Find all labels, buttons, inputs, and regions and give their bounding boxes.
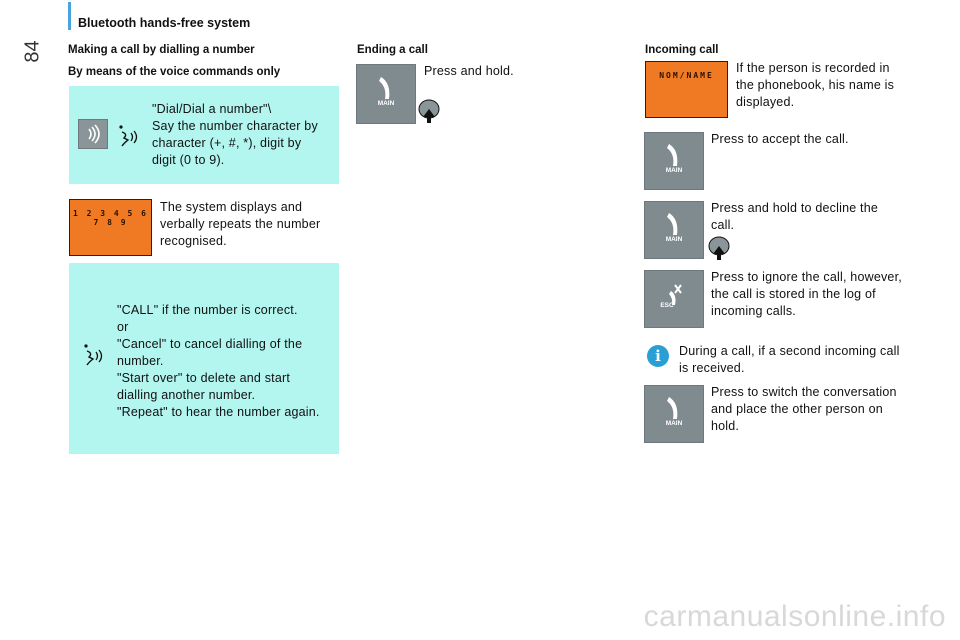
- caller-display-line: displayed.: [736, 95, 795, 109]
- esc-button-ignore[interactable]: [644, 270, 704, 328]
- ignore-instruction-line: Press to ignore the call, however,: [711, 270, 902, 284]
- box1-line: Say the number character by: [152, 119, 318, 133]
- press-and-hold-icon: [707, 236, 731, 262]
- esc-button-label: ESC: [660, 302, 674, 309]
- caller-display-line: the phonebook, his name is: [736, 78, 895, 92]
- main-button-switch[interactable]: [644, 385, 704, 443]
- ignore-instruction-line: the call is stored in the log of: [711, 287, 876, 301]
- box2-line: "Start over" to delete and start: [117, 371, 291, 385]
- display-digits: 1 2 3 4 5 6 7 8 9: [73, 209, 148, 227]
- decline-instruction-line: Press and hold to decline the: [711, 201, 879, 215]
- decline-instruction-line: call.: [711, 218, 735, 232]
- box2-line: number.: [117, 354, 164, 368]
- switch-instruction-line: and place the other person on: [711, 402, 883, 416]
- main-button-label: MAIN: [665, 236, 683, 243]
- section-heading-ending-call: Ending a call: [357, 44, 428, 56]
- main-button-label: MAIN: [665, 167, 683, 174]
- info-icon: i: [647, 345, 669, 367]
- end-call-instruction: Press and hold.: [424, 64, 514, 78]
- display-description-line: recognised.: [160, 234, 227, 248]
- box2-line: or: [117, 320, 129, 334]
- display-caller-name: NOM/NAME: [659, 71, 714, 80]
- box1-line: "Dial/Dial a number"\: [152, 102, 272, 116]
- box1-line: character (+, #, *), digit by: [152, 136, 302, 150]
- ignore-instruction-line: incoming calls.: [711, 304, 796, 318]
- display-description-line: verbally repeats the number: [160, 217, 321, 231]
- watermark: carmanualsonline.info: [643, 600, 946, 633]
- info-note-line: is received.: [679, 361, 745, 375]
- box2-line: "CALL" if the number is correct.: [117, 303, 298, 317]
- number-display-screen: [69, 199, 152, 256]
- accept-instruction: Press to accept the call.: [711, 132, 849, 146]
- speaking-head-icon: [118, 122, 142, 150]
- main-button-decline[interactable]: [644, 201, 704, 259]
- main-button-accept[interactable]: [644, 132, 704, 190]
- box2-line: "Cancel" to cancel dialling of the: [117, 337, 303, 351]
- main-button-label: MAIN: [665, 420, 683, 427]
- caller-name-display: [645, 61, 728, 118]
- main-button-label: MAIN: [377, 100, 395, 107]
- subheading-voice-commands: By means of the voice commands only: [68, 66, 281, 78]
- box2-line: "Repeat" to hear the number again.: [117, 405, 320, 419]
- press-and-hold-icon: [417, 99, 441, 125]
- speaking-head-icon: [83, 341, 107, 369]
- voice-command-box-dial: [69, 86, 339, 184]
- voice-command-box-call: [69, 263, 339, 454]
- caller-display-line: If the person is recorded in: [736, 61, 890, 75]
- page-number: 84: [21, 40, 44, 63]
- page-header-title: Bluetooth hands-free system: [78, 16, 251, 30]
- display-description-line: The system displays and: [160, 200, 303, 214]
- header-accent-bar: [68, 2, 71, 30]
- box1-line: digit (0 to 9).: [152, 153, 225, 167]
- box2-line: dialling another number.: [117, 388, 256, 402]
- switch-instruction-line: Press to switch the conversation: [711, 385, 897, 399]
- switch-instruction-line: hold.: [711, 419, 740, 433]
- info-note-line: During a call, if a second incoming call: [679, 344, 900, 358]
- voice-button-icon: [78, 119, 108, 149]
- section-heading-incoming-call: Incoming call: [645, 44, 719, 56]
- main-button-end-call[interactable]: [356, 64, 416, 124]
- section-heading-dialling: Making a call by dialling a number: [68, 44, 255, 56]
